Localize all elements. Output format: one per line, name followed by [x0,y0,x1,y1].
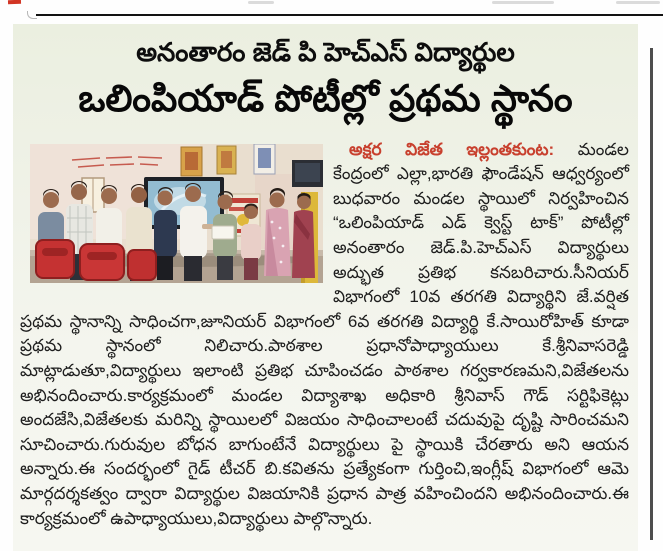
article-body-text: మండల కేంద్రంలో ఎల్లా,భారతి ఫౌండేషన్ ఆధ్వర్యంలో బుధవారం మండల స్థాయిలో నిర్వహించిన “ఒలింపియాడ్ ఎడ్ క్వెస్ట్ టాక్” పోటీల్లో అనంతారం జెడ్.పి.హెచ్ఎస్ విద్యార్థులు అద్భుత ప్రతిభ కనబరిచారు.సీనియర్ విభాగంలో 10వ తరగతి విద్యార్థిని జే.వర్షిత ప్రథమ స్థానాన్ని సాధించగా,జూనియర్ విభాగంలో 6వ తరగతి విద్యార్థి కే.సాయిరోహిత్ కూడా ప్రథమ స్థానంలో నిలిచారు.పాఠశాల ప్రధానోపాధ్యాయులు కే.శ్రీనివాసరెడ్డి మాట్లాడుతూ,విద్యార్థులు ఇలాంటి ప్రతిభ చూపించడం పాఠశాల గర్వకారణమని,విజేతలను అభినందించారు.కార్యక్రమంలో మండల విద్యాశాఖ అధికారి శ్రీనివాస్ గౌడ్ సర్టిఫికెట్లు అందజేసి,విజేతలకు మరిన్ని స్థాయిలలో విజయం సాధించాలంటే చదువుపై దృష్టి సారించమని సూచించారు.గురువుల బోధన బాగుంటేనే విద్యార్థులు పై స్థాయికి చేరతారు అని ఆయన అన్నారు.ఈ సందర్భంలో గైడ్ టీచర్ బి.కవితను ప్రత్యేకంగా గుర్తించి,ఇంగ్లీష్ విభాగంలో ఆమె మార్గదర్శకత్వం ద్వారా విద్యార్థుల విజయానికి ప్రధాన పాత్ర వహించిందని అభినందించారు.ఈ కార్యక్రమంలో ఉపాధ్యాయులు,విద్యార్థులు పాల్గొన్నారు. [20,139,629,528]
article [13,24,638,551]
news-photo [30,144,323,283]
scan-red-mark [8,0,21,4]
scan-smudge [248,1,274,4]
top-divider-rule [36,14,663,16]
article-dateline: అక్షర విజేత ఇల్లంతకుంట: [349,139,578,159]
scan-smudge [492,1,554,4]
column-divider-rule [650,48,653,540]
photo-posters [181,144,275,176]
article-headline: ఒలింపియాడ్ పోటీల్లో ప్రథమ స్థానం [78,77,573,119]
scan-smudge [616,1,660,4]
article-body [13,138,638,532]
article-kicker: అనంతారం జెడ్ పి హెచ్‌ఎస్ విద్యార్థుల [136,37,515,67]
